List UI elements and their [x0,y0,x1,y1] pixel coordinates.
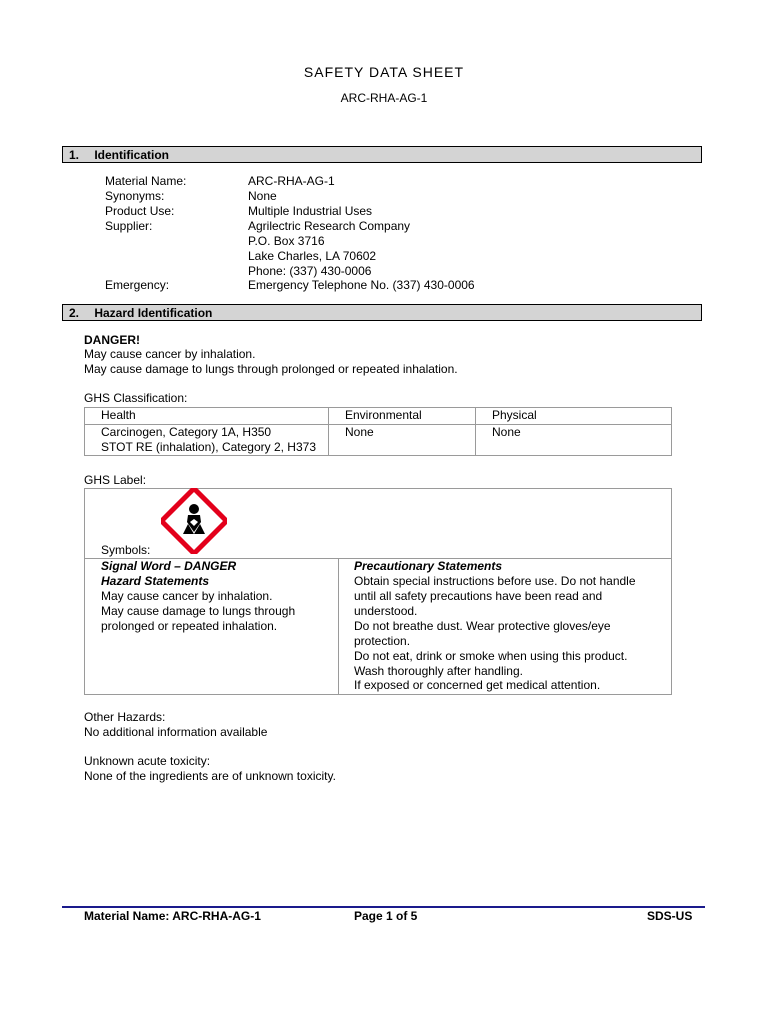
document-subtitle: ARC-RHA-AG-1 [340,91,428,105]
danger-heading: DANGER! [84,333,140,347]
ghs-label-label: GHS Label: [84,473,147,487]
footer-rule [62,906,705,908]
section-1-title: Identification [94,148,170,162]
section-2-number: 2. [69,306,80,320]
hazard-line: May cause damage to lungs through [101,604,296,618]
precautionary-line: Do not eat, drink or smoke when using this product. [354,649,628,663]
table-header-physical: Physical [476,408,672,425]
product-use-label: Product Use: [105,204,175,218]
health-line: Carcinogen, Category 1A, H350 [101,425,272,439]
other-hazards-label: Other Hazards: [84,710,166,724]
table-row [85,425,672,456]
precautionary-line: protection. [354,634,411,648]
emergency-value: Emergency Telephone No. (337) 430-0006 [248,278,475,292]
precautionary-line: understood. [354,604,418,618]
table-header-environmental: Environmental [329,408,476,425]
health-hazard-icon [161,488,227,554]
health-line: STOT RE (inhalation), Category 2, H373 [101,440,316,454]
supplier-line: Lake Charles, LA 70602 [248,249,377,263]
label-divider [338,559,339,694]
table-cell-health [85,425,329,456]
section-2-title: Hazard Identification [94,306,213,320]
hazard-statement: May cause damage to lungs through prolonged or repeated inhalation. [84,362,458,376]
hazard-statements-title: Hazard Statements [101,574,210,588]
supplier-line: Phone: (337) 430-0006 [248,264,372,278]
footer-page-number: Page 1 of 5 [354,909,418,923]
symbols-label: Symbols: [101,543,151,557]
hazard-line: prolonged or repeated inhalation. [101,619,278,633]
precautionary-line: If exposed or concerned get medical attention. [354,678,601,692]
section-1-number: 1. [69,148,80,162]
precautionary-line: until all safety precautions have been read and [354,589,603,603]
precautionary-title: Precautionary Statements [354,559,503,573]
ghs-classification-table [84,407,672,456]
emergency-label: Emergency: [105,278,170,292]
ghs-classification-label: GHS Classification: [84,391,188,405]
supplier-label: Supplier: [105,219,153,233]
unknown-toxicity-value: None of the ingredients are of unknown toxicity. [84,769,336,783]
footer-material-name: Material Name: ARC-RHA-AG-1 [84,909,261,923]
table-header-health: Health [85,408,329,425]
section-2-header [62,304,702,321]
synonyms-value: None [248,189,277,203]
hazard-line: May cause cancer by inhalation. [101,589,273,603]
document-title: SAFETY DATA SHEET [303,64,465,80]
unknown-toxicity-label: Unknown acute toxicity: [84,754,211,768]
supplier-line: P.O. Box 3716 [248,234,325,248]
precautionary-line: Wash thoroughly after handling. [354,664,523,678]
material-name-value: ARC-RHA-AG-1 [248,174,335,188]
material-name-label: Material Name: [105,174,187,188]
product-use-value: Multiple Industrial Uses [248,204,373,218]
precautionary-line: Obtain special instructions before use. Do not handle [354,574,636,588]
table-header-row [85,408,672,425]
supplier-line: Agrilectric Research Company [248,219,411,233]
footer-document-code: SDS-US [647,909,693,923]
section-1-header [62,146,702,163]
synonyms-label: Synonyms: [105,189,165,203]
table-cell-environmental: None [329,425,476,456]
signal-word: Signal Word – DANGER [101,559,237,573]
table-cell-physical: None [476,425,672,456]
hazard-statement: May cause cancer by inhalation. [84,347,256,361]
other-hazards-value: No additional information available [84,725,268,739]
precautionary-line: Do not breathe dust. Wear protective gloves/eye [354,619,611,633]
